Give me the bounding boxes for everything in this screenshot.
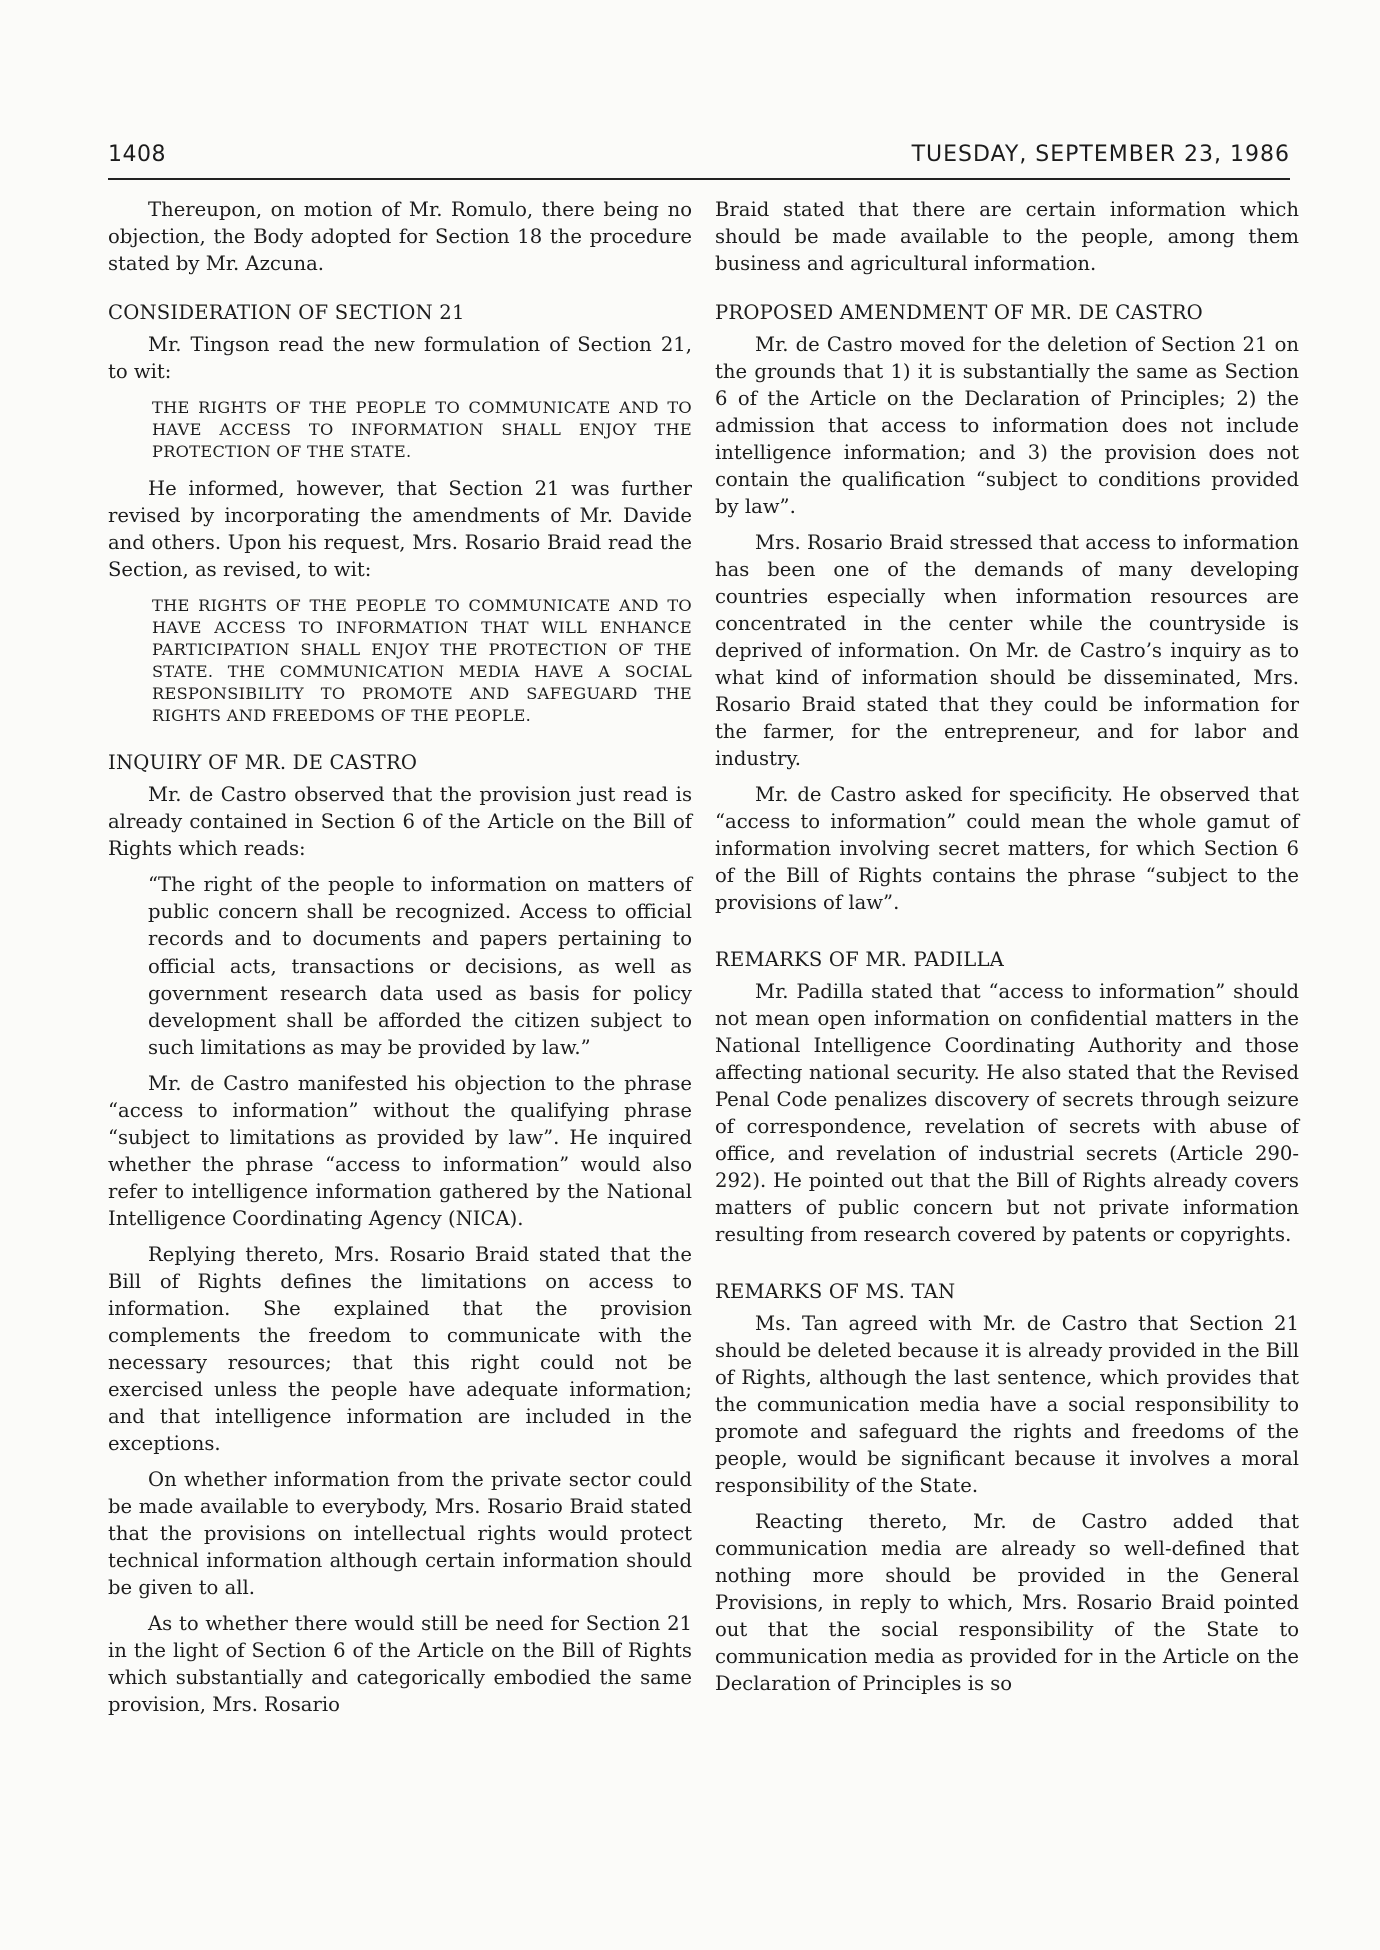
section-heading: PROPOSED AMENDMENT OF MR. DE CASTRO: [715, 301, 1203, 324]
paragraph: Mr. Padilla stated that “access to information” should not mean open information on confidential matters in the National Intelligence Coordinating Authority and those affecting national security. He also stated that the Revised Penal Code penalizes discovery of secrets through seizure of correspondence, revelation of secrets with abuse of office, and revelation of industrial secrets (Article 290-292). He pointed out that the Bill of Rights already covers matters of public concern but not private information resulting from research covered by patents or copyrights.: [715, 980, 1299, 1246]
section-heading: INQUIRY OF MR. DE CASTRO: [108, 751, 418, 774]
paragraph: Mr. de Castro asked for specificity. He observed that “access to information” could mean the whole gamut of information involving secret matters, for which Section 6 of the Bill of Rights contains the phrase “subject to the provisions of law”.: [715, 783, 1299, 914]
paragraph: Mr. de Castro observed that the provision just read is already contained in Section 6 of the Article on the Bill of Rights which reads:: [108, 783, 692, 860]
section-heading: REMARKS OF MR. PADILLA: [715, 948, 1005, 971]
paragraph: Reacting thereto, Mr. de Castro added that communication media are already so well-defined that nothing more should be provided in the General Provisions, in reply to which, Mrs. Rosario Braid pointed out that the social responsibility of the State to communication media as provided for in the Article on the Declaration of Principles is so: [715, 1510, 1299, 1695]
left-column: [108, 196, 692, 1727]
paragraph: As to whether there would still be need for Section 21 in the light of Section 6 of the Article on the Bill of Rights which substantially and categorically embodied the same provision, Mrs. Rosario: [108, 1612, 692, 1717]
paragraph: Braid stated that there are certain information which should be made available to the people, among them business and agricultural information.: [715, 198, 1299, 275]
paragraph: Mrs. Rosario Braid stressed that access to information has been one of the demands of many developing countries especially when information resources are concentrated in the center while the countryside is deprived of information. On Mr. de Castro’s inquiry as to what kind of information should be disseminated, Mrs. Rosario Braid stated that they could be information for the farmer, for the entrepreneur, and for labor and industry.: [715, 531, 1299, 770]
page-number: 1408: [108, 142, 166, 167]
section-text-revised: THE RIGHTS OF THE PEOPLE TO COMMUNICATE AND TO HAVE ACCESS TO INFORMATION THAT WILL ENHANCE PARTICIPATION SHALL ENJOY THE PROTECTION OF THE STATE. THE COMMUNICATION MEDIA HAVE A SOCIAL RESPONSIBILITY TO PROMOTE AND SAFEGUARD THE RIGHTS AND FREEDOMS OF THE PEOPLE.: [152, 596, 692, 725]
block-quote: “The right of the people to information on matters of public concern shall be recognized. Access to official records and to documents and papers pertaining to official acts, transactions or decisions, as well as government research data used as basis for policy development shall be afforded the citizen subject to such limitations as may be provided by law.”: [148, 873, 692, 1060]
page-header: [108, 138, 1290, 180]
paragraph: He informed, however, that Section 21 was further revised by incorporating the amendments of Mr. Davide and others. Upon his request, Mrs. Rosario Braid read the Section, as revised, to wit:: [108, 477, 692, 581]
section-heading: REMARKS OF MS. TAN: [715, 1280, 956, 1303]
section-heading: CONSIDERATION OF SECTION 21: [108, 301, 465, 324]
paragraph: Mr. Tingson read the new formulation of Section 21, to wit:: [108, 333, 692, 383]
paragraph: On whether information from the private sector could be made available to everybody, Mrs. Rosario Braid stated that the provisions on intellectual rights would protect technical information although certain information should be given to all.: [108, 1468, 692, 1600]
section-text-original: THE RIGHTS OF THE PEOPLE TO COMMUNICATE AND TO HAVE ACCESS TO INFORMATION SHALL ENJOY THE PROTECTION OF THE STATE.: [152, 398, 692, 461]
right-column: [715, 196, 1299, 1706]
paragraph: Replying thereto, Mrs. Rosario Braid stated that the Bill of Rights defines the limitations on access to information. She explained that the provision complements the freedom to communicate with the necessary resources; that this right could not be exercised unless the people have adequate information; and that intelligence information are included in the exceptions.: [108, 1243, 692, 1456]
paragraph: Mr. de Castro moved for the deletion of Section 21 on the grounds that 1) it is substantially the same as Section 6 of the Article on the Declaration of Principles; 2) the admission that access to information does not include intelligence information; and 3) the provision does not contain the qualification “subject to conditions provided by law”.: [715, 333, 1299, 518]
paragraph: Ms. Tan agreed with Mr. de Castro that Section 21 should be deleted because it is already provided in the Bill of Rights, although the last sentence, which provides that the communication media have a social responsibility to promote and safeguard the rights and freedoms of the people, would be significant because it involves a moral responsibility of the State.: [715, 1312, 1299, 1497]
header-date: TUESDAY, SEPTEMBER 23, 1986: [911, 142, 1290, 167]
paragraph: Mr. de Castro manifested his objection to the phrase “access to information” without the qualifying phrase “subject to limitations as provided by law”. He inquired whether the phrase “access to information” would also refer to intelligence information gathered by the National Intelligence Coordinating Agency (NICA).: [108, 1072, 692, 1231]
paragraph: Thereupon, on motion of Mr. Romulo, there being no objection, the Body adopted for Section 18 the procedure stated by Mr. Azcuna.: [108, 198, 692, 275]
